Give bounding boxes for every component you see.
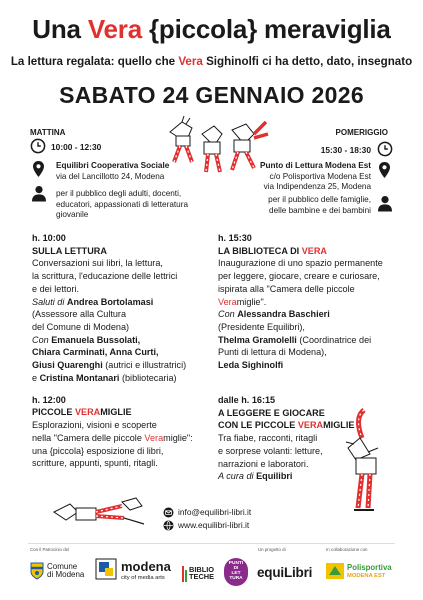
polisportiva-name: Polisportiva xyxy=(347,563,392,572)
afternoon-venue: Punto di Lettura Modena Est c/o Polisportiva Modena Est via Indipendenza 25, Modena xyxy=(260,161,371,191)
footer-divider xyxy=(28,543,395,544)
session-title: LA BIBLIOTECA DI VERA xyxy=(218,245,327,256)
label-collaboration: In collaborazione con xyxy=(326,547,368,552)
email-icon xyxy=(163,507,174,518)
modena-media-arts-logo xyxy=(95,558,117,585)
morning-venue-name: Equilibri Cooperativa Sociale xyxy=(56,161,170,170)
afternoon-label: POMERIGGIO xyxy=(335,128,388,137)
comune-modena-logo xyxy=(30,562,44,585)
session-time: dalle h. 16:15 xyxy=(218,394,276,405)
session-time: h. 12:00 xyxy=(32,394,66,405)
location-pin-icon xyxy=(32,160,45,178)
morning-time: 10:00 - 12:30 xyxy=(51,142,102,152)
lying-reader-illustration xyxy=(52,494,150,535)
subtitle: La lettura regalata: quello che Vera Sighinolfi ci ha detto, dato, insegnato xyxy=(10,55,413,68)
session-time: h. 15:30 xyxy=(218,233,252,243)
session-title: PICCOLE VERAMIGLIE xyxy=(32,407,132,418)
equilibri-logo: equiLibri xyxy=(257,565,313,580)
label-project: Un progetto di xyxy=(258,547,286,552)
session-time: h. 10:00 xyxy=(32,233,66,243)
punti-di-lettura-logo: PUNTI DI LET TURA xyxy=(224,558,248,586)
location-pin-icon xyxy=(378,161,391,179)
program-right: h. 15:30 LA BIBLIOTECA DI VERA Inaugurazione di uno spazio permanente per leggere, giocare, creare e curiosare, ispirata alla "Camera delle piccole Veramiglie". Con Alessandra Baschieri (Presidente Equilibri), Thelma Gramolelli (Coordinatrice dei Punti di lettura di Modena), Leda Sighinolfi dalle h. 16:15 A LEGGERE E GIOCARE CON LE PICCOLE VERAMIGLIE Tra fiabe, racconti, ritagli e sorprese volanti: letture, narrazioni e laboratori. A cura di Equilibri xyxy=(218,232,403,483)
event-date: SABATO 24 GENNAIO 2026 xyxy=(59,82,364,108)
clock-icon xyxy=(30,138,46,154)
afternoon-time: 15:30 - 18:30 xyxy=(320,145,371,155)
globe-icon xyxy=(163,520,174,531)
biblioteche-logo: BIBLIO TECHE xyxy=(189,565,215,582)
morning-venue-address: via del Lancillotto 24, Modena xyxy=(56,172,165,181)
morning-label: MATTINA xyxy=(30,128,66,137)
reading-figures-illustration xyxy=(162,112,272,189)
acrobat-reader-illustration xyxy=(338,408,400,521)
modena-wordmark: modena xyxy=(121,559,171,574)
person-icon xyxy=(377,195,393,212)
polisportiva-badge-icon xyxy=(326,563,344,584)
person-icon xyxy=(31,185,47,202)
program-left: h. 10:00 SULLA LETTURA Conversazioni sui libri, la lettura, la scrittura, l'educazione delle lettrici e dei lettori. Saluti di Andrea Bortolamasi (Assessore alla Cultura del Comune di Modena) Con Emanuela Bussolati, Chiara Carminati, Anna Curti, Giusi Quarenghi (autrici e illustratrici) e Cristina Montanari (bibliotecaria) h. 12:00 PICCOLE VERAMIGLIE Esplorazioni, visioni e scoperte nella "Camera delle piccole Veramiglie": una {piccola} esposizione di libri, scritture, appunti, spunti, ritagli. xyxy=(32,232,222,470)
biblioteche-bars-icon xyxy=(182,566,188,587)
polisportiva-sub: MODENA EST xyxy=(347,573,386,579)
afternoon-audience: per il pubblico delle famiglie, delle bambine e dei bambini xyxy=(268,195,371,215)
contact-website[interactable]: www.equilibri-libri.it xyxy=(178,520,250,530)
morning-audience: per il pubblico degli adulti, docenti, educatori, appassionati di letteratura giovanile xyxy=(56,189,188,219)
session-title: A LEGGERE E GIOCARE xyxy=(218,407,325,418)
clock-icon xyxy=(377,141,393,157)
session-title: SULLA LETTURA xyxy=(32,245,107,256)
label-patronage: Con il Patrocinio del xyxy=(30,547,70,552)
contact-email[interactable]: info@equilibri-libri.it xyxy=(178,507,252,517)
comune-modena-text: Comune di Modena xyxy=(47,562,85,580)
modena-subtitle: city of media arts xyxy=(121,575,165,581)
page-title: Una Vera {piccola} meraviglia xyxy=(32,14,391,44)
